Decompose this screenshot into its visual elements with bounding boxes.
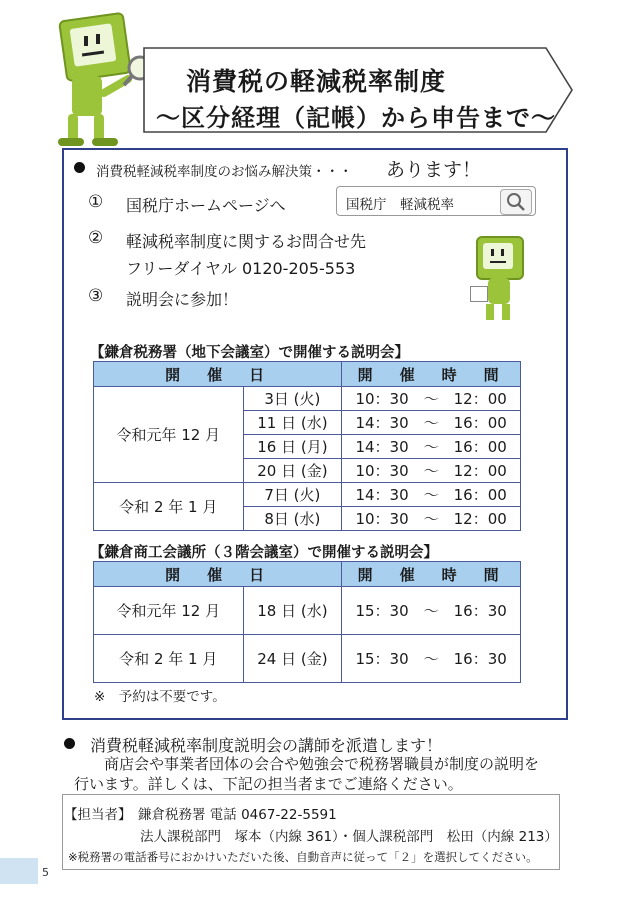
dispatch-headline: 消費税軽減税率制度説明会の講師を派遣します！ [90, 736, 443, 755]
table1-header-time: 開 催 時 間 [342, 362, 521, 387]
solution-3-text: 説明会に参加！ [126, 290, 239, 309]
table-row-time: 14：30 ～ 16：00 [342, 483, 521, 507]
contact-label: 【担当者】 [64, 807, 132, 823]
dispatch-body-2: 行います。詳しくは、下記の担当者までご連絡ください。 [74, 775, 463, 793]
contact-line-2: 法人課税部門 塚本（内線 361）・個人課税部門 松田（内線 213） [140, 829, 558, 845]
mascot-large [38, 10, 148, 150]
table2-label: 【鎌倉商工会議所（３階会議室）で開催する説明会】 [90, 545, 438, 561]
solution-1-text: 国税庁ホームページへ [126, 196, 286, 215]
page-subtitle: ～区分経理（記帳）から申告まで～ [156, 104, 556, 132]
table2-header-time: 開 催 時 間 [342, 562, 521, 587]
table1-header-date: 開 催 日 [94, 362, 342, 387]
solution-3-num: ③ [88, 286, 104, 306]
table1-month-cell: 令和元年 12 月 [94, 387, 244, 483]
dispatch-body-1: 商店会や事業者団体の会合や勉強会で税務署職員が制度の説明を [104, 755, 540, 773]
table2-month-cell: 令和元年 12 月 [94, 587, 244, 635]
page-strip [0, 858, 38, 884]
solution-2-num: ② [88, 228, 104, 248]
table-row-time: 15：30 ～ 16：30 [342, 635, 521, 683]
table-row-day: 16 日 (月) [243, 435, 342, 459]
table2-month-cell: 令和 2 年 1 月 [94, 635, 244, 683]
contact-line-1: 鎌倉税務署 電話 0467-22-5591 [138, 807, 337, 823]
table-row-time: 10：30 ～ 12：00 [342, 507, 521, 531]
table-row-day: 20 日 (金) [243, 459, 342, 483]
table2-header-date: 開 催 日 [94, 562, 342, 587]
schedule-table-zeimusho [93, 361, 521, 531]
page-number: 5 [42, 866, 49, 879]
table-row-day: 7日 (火) [243, 483, 342, 507]
table-row-time: 14：30 ～ 16：00 [342, 435, 521, 459]
bullet-icon [64, 738, 75, 749]
solution-2-text: 軽減税率制度に関するお問合せ先 [126, 232, 367, 251]
table1-label: 【鎌倉税務署（地下会議室）で開催する説明会】 [90, 345, 409, 361]
freedial-number: フリーダイヤル 0120-205-553 [126, 259, 356, 278]
search-icon [501, 190, 531, 214]
table-row-day: 24 日 (金) [243, 635, 342, 683]
table-row-day: 8日 (水) [243, 507, 342, 531]
mascot-small [468, 232, 538, 324]
intro-emphasis: あります！ [386, 159, 482, 181]
schedule-table-shokokaigisho [93, 561, 521, 683]
bullet-icon [74, 162, 85, 173]
contact-note: ※税務署の電話番号におかけいただいた後、自動音声に従って「２」を選択してください。 [68, 850, 538, 864]
table-row-time: 10：30 ～ 12：00 [342, 387, 521, 411]
search-input[interactable]: 国税庁 軽減税率 [346, 197, 454, 213]
table1-month-cell: 令和 2 年 1 月 [94, 483, 244, 531]
page-title: 消費税の軽減税率制度 [186, 67, 447, 96]
table-row-time: 10：30 ～ 12：00 [342, 459, 521, 483]
search-button[interactable] [500, 189, 532, 215]
reservation-note: ※ 予約は不要です。 [94, 689, 226, 705]
intro-lead: 消費税軽減税率制度のお悩み解決策・・・ [96, 164, 353, 180]
table-row-day: 18 日 (水) [243, 587, 342, 635]
table-row-time: 14：30 ～ 16：00 [342, 411, 521, 435]
table-row-day: 11 日 (水) [243, 411, 342, 435]
solution-1-num: ① [88, 192, 104, 212]
table-row-time: 15：30 ～ 16：30 [342, 587, 521, 635]
table-row-day: 3日 (火) [243, 387, 342, 411]
